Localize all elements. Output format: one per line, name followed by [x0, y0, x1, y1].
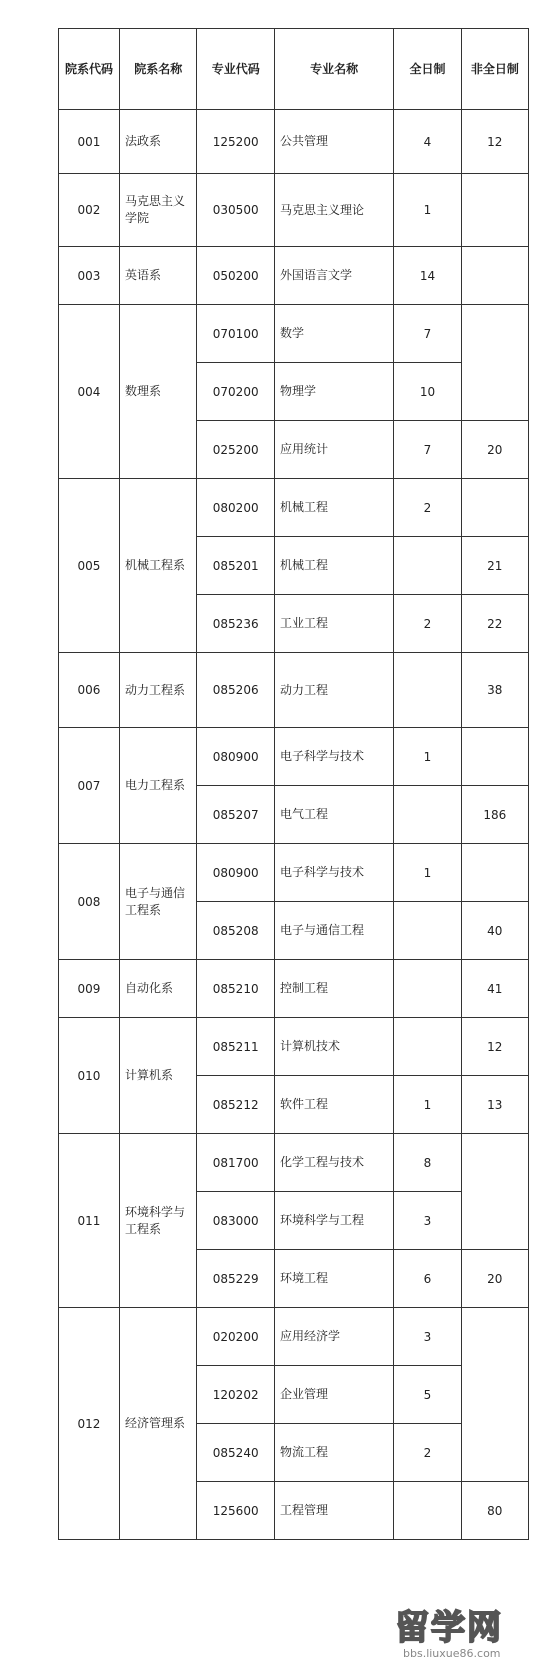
major-name-cell: 工程管理: [274, 1482, 393, 1540]
dept-name-cell: 电力工程系: [119, 728, 196, 844]
dept-name-cell: 计算机系: [119, 1018, 196, 1134]
major-code-cell: 080900: [197, 844, 274, 902]
dept-name-cell: 环境科学与工程系: [119, 1134, 196, 1308]
major-code-cell: 085212: [197, 1076, 274, 1134]
major-name-cell: 电气工程: [274, 786, 393, 844]
major-code-cell: 125600: [197, 1482, 274, 1540]
part-time-cell: [461, 1134, 528, 1250]
table-row: [59, 844, 529, 902]
part-time-cell: [461, 305, 528, 421]
major-name-cell: 马克思主义理论: [274, 174, 393, 247]
header-full-time: 全日制: [394, 29, 461, 110]
major-name-cell: 数学: [274, 305, 393, 363]
dept-code-cell: 005: [59, 479, 120, 653]
major-name-cell: 环境工程: [274, 1250, 393, 1308]
full-time-cell: 1: [394, 844, 461, 902]
dept-code-cell: 009: [59, 960, 120, 1018]
major-code-cell: 085240: [197, 1424, 274, 1482]
dept-code-cell: 002: [59, 174, 120, 247]
part-time-cell: 20: [461, 1250, 528, 1308]
major-name-cell: 机械工程: [274, 537, 393, 595]
dept-name-cell: 电子与通信工程系: [119, 844, 196, 960]
full-time-cell: 6: [394, 1250, 461, 1308]
full-time-cell: 4: [394, 110, 461, 174]
dept-code-cell: 011: [59, 1134, 120, 1308]
major-name-cell: 电子与通信工程: [274, 902, 393, 960]
major-code-cell: 085208: [197, 902, 274, 960]
table-row: [59, 1018, 529, 1076]
part-time-cell: [461, 1308, 528, 1482]
dept-name-cell: 机械工程系: [119, 479, 196, 653]
part-time-cell: 13: [461, 1076, 528, 1134]
dept-code-cell: 008: [59, 844, 120, 960]
major-name-cell: 物流工程: [274, 1424, 393, 1482]
part-time-cell: [461, 174, 528, 247]
full-time-cell: 7: [394, 305, 461, 363]
major-code-cell: 085236: [197, 595, 274, 653]
dept-name-cell: 英语系: [119, 247, 196, 305]
table-row: [59, 247, 529, 305]
dept-code-cell: 001: [59, 110, 120, 174]
table-row: [59, 728, 529, 786]
full-time-cell: 2: [394, 479, 461, 537]
full-time-cell: 3: [394, 1308, 461, 1366]
dept-code-cell: 006: [59, 653, 120, 728]
major-name-cell: 公共管理: [274, 110, 393, 174]
full-time-cell: [394, 1482, 461, 1540]
major-code-cell: 080200: [197, 479, 274, 537]
major-code-cell: 020200: [197, 1308, 274, 1366]
major-code-cell: 070100: [197, 305, 274, 363]
part-time-cell: [461, 844, 528, 902]
major-code-cell: 085211: [197, 1018, 274, 1076]
dept-name-cell: 动力工程系: [119, 653, 196, 728]
major-code-cell: 083000: [197, 1192, 274, 1250]
dept-code-cell: 010: [59, 1018, 120, 1134]
dept-name-cell: 自动化系: [119, 960, 196, 1018]
major-name-cell: 动力工程: [274, 653, 393, 728]
dept-name-cell: 法政系: [119, 110, 196, 174]
header-major-name: 专业名称: [274, 29, 393, 110]
major-name-cell: 外国语言文学: [274, 247, 393, 305]
table-row: [59, 110, 529, 174]
part-time-cell: 20: [461, 421, 528, 479]
major-name-cell: 应用经济学: [274, 1308, 393, 1366]
dept-code-cell: 007: [59, 728, 120, 844]
full-time-cell: 2: [394, 1424, 461, 1482]
major-code-cell: 085229: [197, 1250, 274, 1308]
header-dept-code: 院系代码: [59, 29, 120, 110]
dept-code-cell: 012: [59, 1308, 120, 1540]
major-code-cell: 030500: [197, 174, 274, 247]
major-name-cell: 物理学: [274, 363, 393, 421]
major-name-cell: 软件工程: [274, 1076, 393, 1134]
major-name-cell: 机械工程: [274, 479, 393, 537]
table-row: [59, 960, 529, 1018]
table-row: [59, 1308, 529, 1366]
major-code-cell: 081700: [197, 1134, 274, 1192]
major-code-cell: 085206: [197, 653, 274, 728]
table-row: [59, 479, 529, 537]
major-code-cell: 050200: [197, 247, 274, 305]
major-name-cell: 计算机技术: [274, 1018, 393, 1076]
part-time-cell: [461, 728, 528, 786]
header-row: [59, 29, 529, 110]
enrollment-table: [58, 28, 529, 1540]
table-header: [59, 29, 529, 110]
major-code-cell: 120202: [197, 1366, 274, 1424]
major-name-cell: 电子科学与技术: [274, 844, 393, 902]
full-time-cell: [394, 1018, 461, 1076]
part-time-cell: [461, 479, 528, 537]
watermark-url: bbs.liuxue86.com: [403, 1647, 501, 1660]
full-time-cell: [394, 786, 461, 844]
major-name-cell: 应用统计: [274, 421, 393, 479]
full-time-cell: [394, 653, 461, 728]
header-dept-name: 院系名称: [119, 29, 196, 110]
full-time-cell: 1: [394, 728, 461, 786]
major-code-cell: 025200: [197, 421, 274, 479]
major-name-cell: 控制工程: [274, 960, 393, 1018]
major-code-cell: 085207: [197, 786, 274, 844]
part-time-cell: 40: [461, 902, 528, 960]
part-time-cell: 12: [461, 1018, 528, 1076]
part-time-cell: 41: [461, 960, 528, 1018]
major-name-cell: 工业工程: [274, 595, 393, 653]
full-time-cell: [394, 960, 461, 1018]
table-row: [59, 1134, 529, 1192]
full-time-cell: 3: [394, 1192, 461, 1250]
major-code-cell: 070200: [197, 363, 274, 421]
major-code-cell: 085201: [197, 537, 274, 595]
table-body: [59, 110, 529, 1540]
header-part-time: 非全日制: [461, 29, 528, 110]
part-time-cell: [461, 247, 528, 305]
full-time-cell: 14: [394, 247, 461, 305]
part-time-cell: 38: [461, 653, 528, 728]
watermark-main: 留学网: [395, 1608, 503, 1648]
major-name-cell: 电子科学与技术: [274, 728, 393, 786]
full-time-cell: [394, 902, 461, 960]
major-code-cell: 080900: [197, 728, 274, 786]
dept-name-cell: 数理系: [119, 305, 196, 479]
full-time-cell: 2: [394, 595, 461, 653]
major-code-cell: 125200: [197, 110, 274, 174]
major-name-cell: 化学工程与技术: [274, 1134, 393, 1192]
full-time-cell: 1: [394, 1076, 461, 1134]
full-time-cell: 5: [394, 1366, 461, 1424]
part-time-cell: 12: [461, 110, 528, 174]
part-time-cell: 80: [461, 1482, 528, 1540]
major-code-cell: 085210: [197, 960, 274, 1018]
dept-code-cell: 003: [59, 247, 120, 305]
full-time-cell: 1: [394, 174, 461, 247]
watermark-logo: [393, 1603, 543, 1663]
full-time-cell: 7: [394, 421, 461, 479]
dept-name-cell: 马克思主义学院: [119, 174, 196, 247]
major-name-cell: 企业管理: [274, 1366, 393, 1424]
header-major-code: 专业代码: [197, 29, 274, 110]
table-row: [59, 305, 529, 363]
dept-name-cell: 经济管理系: [119, 1308, 196, 1540]
table-row: [59, 174, 529, 247]
part-time-cell: 21: [461, 537, 528, 595]
table-row: [59, 653, 529, 728]
part-time-cell: 22: [461, 595, 528, 653]
full-time-cell: 8: [394, 1134, 461, 1192]
full-time-cell: 10: [394, 363, 461, 421]
dept-code-cell: 004: [59, 305, 120, 479]
major-name-cell: 环境科学与工程: [274, 1192, 393, 1250]
full-time-cell: [394, 537, 461, 595]
part-time-cell: 186: [461, 786, 528, 844]
